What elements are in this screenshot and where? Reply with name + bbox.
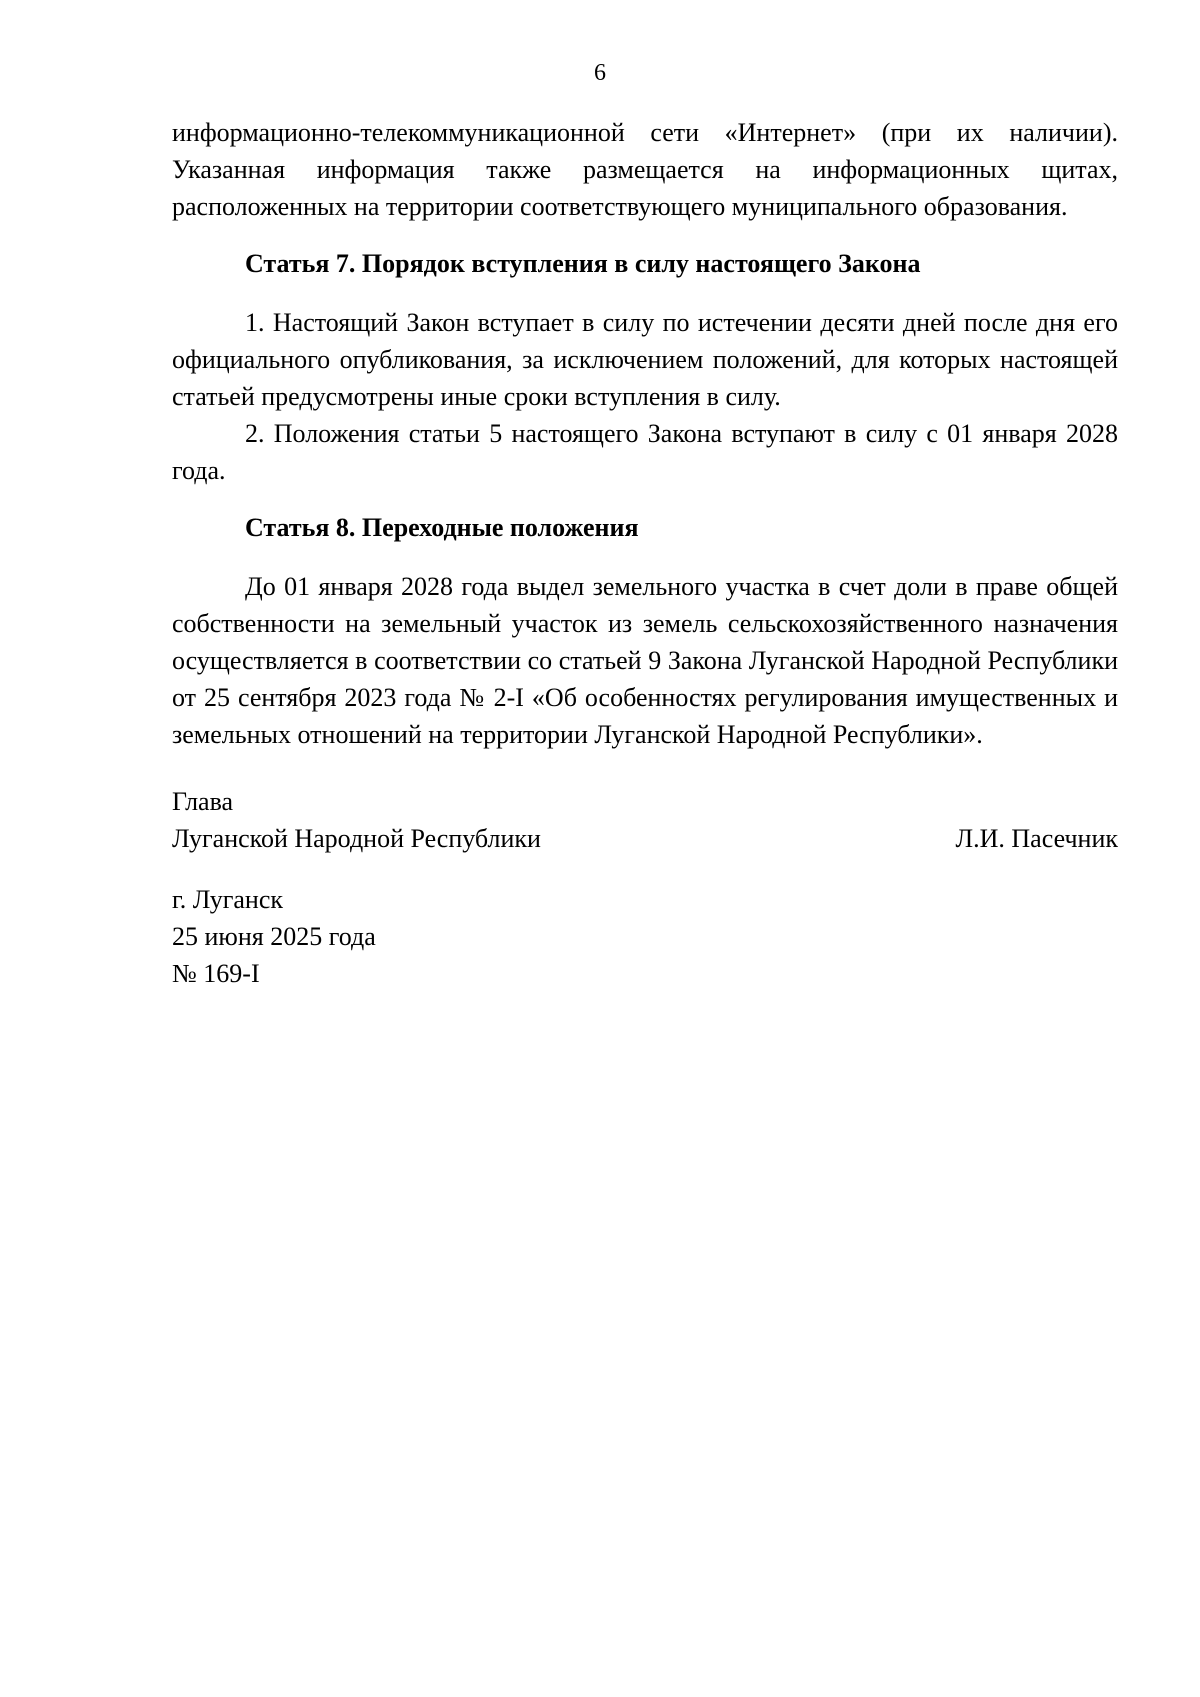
signature-row [172,820,1118,857]
signature-title-line-2: Луганской Народной Республики [172,824,541,853]
city: г. Луганск [172,885,284,914]
article-7-body [172,304,1118,489]
article-7-paragraph-1: 1. Настоящий Закон вступает в силу по истечении десяти дней после дня его официального опубликования, за исключением положений, для которых настоящей статьей предусмотрены иные сроки вступления в силу. [172,308,1118,411]
signature-title-line-1: Глава [172,787,234,816]
article-7-heading: Статья 7. Порядок вступления в силу настоящего Закона [245,249,921,278]
page-number: 6 [594,60,606,86]
intro-paragraph: информационно-телекоммуникационной сети «Интернет» (при их наличии). Указанная информация также размещается на информационных щитах, расположенных на территории соответствующего муниципального образования. [172,118,1118,221]
document-body [172,114,1118,992]
signatory-name: Л.И. Пасечник [955,824,1118,853]
article-7-paragraph-2: 2. Положения статьи 5 настоящего Закона вступают в силу с 01 января 2028 года. [172,419,1118,485]
date: 25 июня 2025 года [172,922,376,951]
article-8-body [172,568,1118,753]
place-date-block [172,881,1118,992]
article-8-paragraph-1: До 01 января 2028 года выдел земельного участка в счет доли в праве общей собственности на земельный участок из земель сельскохозяйственного назначения осуществляется в соответствии со статьей 9 Закона Луганской Народной Республики от 25 сентября 2023 года № 2-I «Об особенностях регулирования имущественных и земельных отношений на территории Луганской Народной Республики». [172,572,1118,749]
article-8-heading: Статья 8. Переходные положения [245,513,639,542]
law-number: № 169-I [172,959,260,988]
signature-block [172,783,1118,857]
